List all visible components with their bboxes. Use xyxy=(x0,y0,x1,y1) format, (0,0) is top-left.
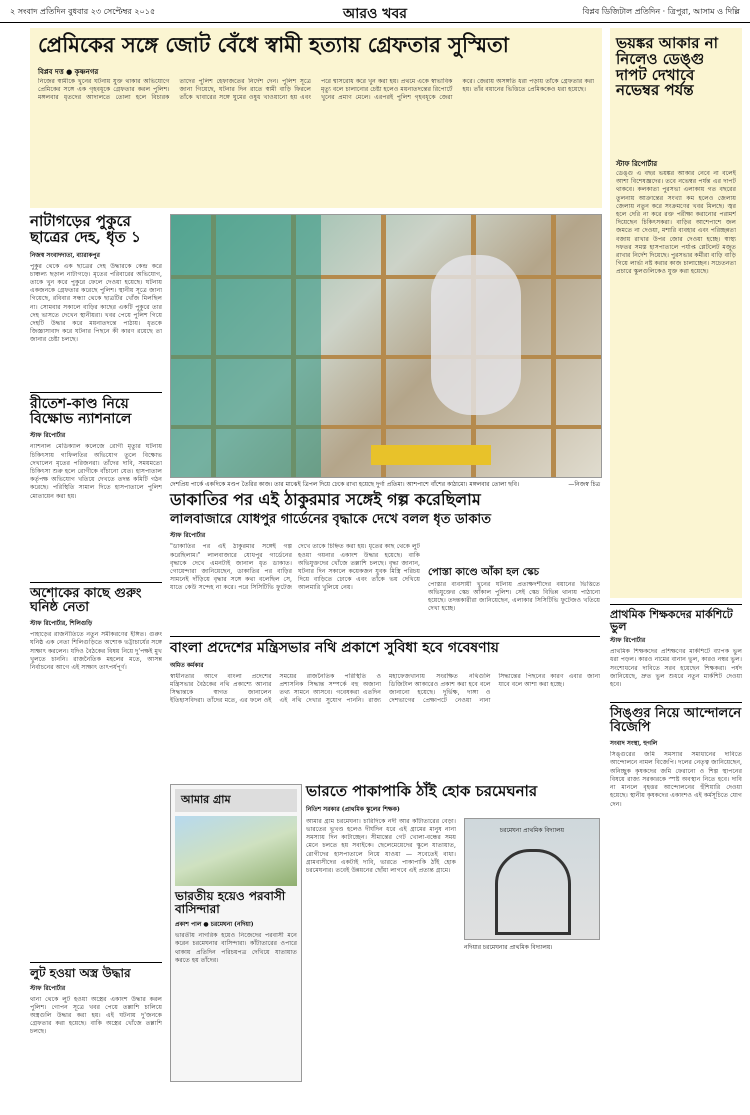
amar-gram-body: ভারতীয় নাগরিক হয়েও নিজেদের পরবাসী মনে করেন চরমেঘনার বাসিন্দারা। কাঁটাতারের ওপারে থাকায় প্রতিদিন পরিচয়পত্র দেখিয়ে যাতায়াত করতে হয় তাঁদের। xyxy=(175,932,297,964)
section-title: আরও খবর xyxy=(343,6,407,22)
singur-headline: সিঙ্গুর নিয়ে আন্দোলনে বিজেপি xyxy=(610,706,742,735)
amar-gram-label: আমার গ্রাম xyxy=(175,789,297,812)
dacoity-body: "ডাকাতির পর এই ঠাকুরমার সঙ্গেই গল্প করেছিলাম।" লালবাজারে যোধপুর গার্ডেনের বৃদ্ধাকে দেখে এমনটাই জানাল ধৃত ডাকাত। গোয়েন্দারা জানিয়েছেন, ডাকাতির পর বাড়ির সামনেই দাঁড়িয়ে বৃদ্ধার সঙ্গে কথা বলেছিল সে, যাতে কেউ সন্দেহ না করে। পরে সিসিটিভি ফুটেজ দেখে তাকে চিহ্নিত করা হয়। ধৃতের কাছ থেকে লুট হওয়া গয়নার একাংশ উদ্ধার হয়েছে। বাকি অভিযুক্তদের খোঁজে তল্লাশি চলছে। বৃদ্ধা জানান, ঘটনার দিন সকালে কয়েকজন যুবক মিস্ত্রি পরিচয় দিয়ে বাড়িতে ঢোকে এবং তাঁকে ভয় দেখিয়ে আলমারি খুলিয়ে নেয়। xyxy=(170,543,420,592)
teachers-story xyxy=(610,604,742,696)
ritesh-body: ন্যাশনাল মেডিক্যাল কলেজে রোগী মৃত্যুর ঘটনায় চিকিৎসায় গাফিলতির অভিযোগ তুলে বিক্ষোভ দেখালেন মৃতের পরিজনরা। তাঁদের দাবি, সময়মতো চিকিৎসা শুরু হলে রোগীকে বাঁচানো যেত। হাসপাতাল কর্তৃপক্ষ অভিযোগ খতিয়ে দেখতে তদন্ত কমিটি গঠন করেছে। পরিস্থিতি সামাল দিতে হাসপাতালে পুলিশ মোতায়েন করা হয়। xyxy=(30,443,162,500)
dacoity-headline: ডাকাতির পর এই ঠাকুরমার সঙ্গেই গল্প করেছিলাম xyxy=(170,490,481,509)
teachers-headline: প্রাথমিক শিক্ষকদের মার্কশিটে ভুল xyxy=(610,608,733,633)
lead-story xyxy=(30,28,602,208)
assembly-headline: বাংলা প্রদেশের মন্ত্রিসভার নথি প্রকাশে সুবিধা হবে গবেষণায় xyxy=(170,640,499,656)
photo-credit: —নিজস্ব চিত্র xyxy=(568,481,600,488)
singur-body: সিঙ্গুরের জমি সমস্যার সমাধানের দাবিতে আন্দোলনে নামল বিজেপি। দলের নেতৃত্ব জানিয়েছেন, অনিচ্ছুক কৃষকদের জমি ফেরানো ও শিল্প স্থাপনের বিষয়ে রাজ্য সরকারকে স্পষ্ট অবস্থান নিতে হবে। দাবি না মানলে বৃহত্তর আন্দোলনের হুঁশিয়ারি দেওয়া হয়েছে। স্থানীয় কৃষকদের একাংশও এই কর্মসূচিতে যোগ দেন। xyxy=(610,751,742,808)
ashok-headline: অশোকের কাছে গুরুং ঘনিষ্ঠ নেতা xyxy=(30,586,142,615)
dengue-body: ডেঙ্গু এ বছর ভয়ঙ্কর আকার নেবে না বলেই আশা বিশেষজ্ঞদের। তবে নভেম্বর পর্যন্ত এর দাপট থাকবে। কলকাতা পুরসভা এলাকায় গত বছরের তুলনায় আক্রান্তের সংখ্যা কম হলেও জেলায় জেলায় নতুন করে সংক্রমণের খবর মিলছে। জ্বর হলে দেরি না করে রক্ত পরীক্ষা করানোর পরামর্শ দিয়েছেন চিকিৎসকরা। বাড়ির আশেপাশে জল জমতে না দেওয়া, মশারি ব্যবহার এবং পরিচ্ছন্নতা বজায় রাখার উপর জোর দেওয়া হচ্ছে। স্বাস্থ্য দফতর সমস্ত হাসপাতালে পর্যাপ্ত প্লেটলেট মজুত রাখার নির্দেশ দিয়েছে। পুরসভার কর্মীরা বাড়ি বাড়ি গিয়ে লার্ভা নষ্ট করার কাজ চালাচ্ছেন। সচেতনতা প্রচারে স্কুলগুলিকেও যুক্ত করা হয়েছে। xyxy=(616,170,736,276)
ritesh-headline: রীতেশ-কাণ্ড নিয়ে বিক্ষোভ ন্যাশনালে xyxy=(30,396,132,427)
ashok-byline: স্টাফ রিপোর্টার, শিলিগুড়ি xyxy=(30,620,93,628)
page-number-date: ২ সংবাদ প্রতিদিন বুধবার ২৩ সেপ্টেম্বর ২০১৫ xyxy=(10,7,156,16)
weapons-body: থানা থেকে লুট হওয়া অস্ত্রের একাংশ উদ্ধার করল পুলিশ। গোপন সূত্রে খবর পেয়ে তল্লাশি চালিয়ে অস্ত্রগুলি উদ্ধার করা হয়। এই ঘটনায় দু'জনকে গ্রেফতার করা হয়েছে। বাকি অস্ত্রের খোঁজে তল্লাশি চলছে। xyxy=(30,995,162,1036)
ritesh-story xyxy=(30,392,162,578)
dengue-byline: স্টাফ রিপোর্টার xyxy=(616,159,658,168)
edition-info: বিপ্লব ডিজিটাল প্রতিদিন · ত্রিপুরা, আসাম ও দিল্লি xyxy=(582,7,740,16)
natagarh-body: পুকুর থেকে এক ছাত্রের দেহ উদ্ধারকে কেন্দ্র করে চাঞ্চল্য ছড়াল নাটাগড়ে। মৃতের পরিবারের অভিযোগ, তাকে খুন করে পুকুরে ফেলে দেওয়া হয়েছে। ঘটনায় একজনকে গ্রেফতার করেছে পুলিশ। স্থানীয় সূত্রে জানা গিয়েছে, রবিবার সন্ধ্যা থেকে ছাত্রটির খোঁজ মিলছিল না। সোমবার সকালে বাড়ির কাছের একটি পুকুরে তার দেহ ভাসতে দেখেন স্থানীয়রা। খবর পেয়ে পুলিশ গিয়ে দেহটি উদ্ধার করে ময়নাতদন্তে পাঠায়। ধৃতকে জিজ্ঞাসাবাদ করে ঘটনার পিছনে কী কারণ রয়েছে তা জানার চেষ্টা চলছে। xyxy=(30,262,162,344)
page-header xyxy=(0,0,750,23)
weapons-story xyxy=(30,962,162,1082)
posta-body: পোস্তার ব্যবসায়ী খুনের ঘটনায় প্রত্যক্ষদর্শীদের বয়ানের ভিত্তিতে অভিযুক্তের স্কেচ আঁকাল পুলিশ। সেই স্কেচ বিভিন্ন থানায় পাঠানো হয়েছে। তদন্তকারীরা জানিয়েছেন, এলাকার সিসিটিভি ফুটেজও খতিয়ে দেখা হচ্ছে। xyxy=(428,580,600,613)
amar-gram-headline: ভারতীয় হয়েও পরবাসী বাসিন্দারা xyxy=(175,889,286,916)
ashok-story xyxy=(30,582,162,702)
school-photo xyxy=(464,818,600,940)
lead-headline: প্রেমিকের সঙ্গে জোট বেঁধে স্বামী হত্যায় গ্রেফতার সুস্মিতা xyxy=(38,32,509,57)
village-photo xyxy=(175,816,297,886)
amar-gram-box xyxy=(170,784,302,1082)
singur-byline: সংবাদ সংস্থা, হুগলি xyxy=(610,740,658,748)
ritesh-byline: স্টাফ রিপোর্টার xyxy=(30,432,66,440)
lead-body: নিজের স্বামীকে খুনের ঘটনায় যুক্ত থাকার অভিযোগে প্রেমিকের সঙ্গে এক গৃহবধূকে গ্রেফতার করল পুলিশ। মঙ্গলবার ধৃতদের আদালতে তোলা হলে বিচারক তাদের পুলিশ হেফাজতের নির্দেশ দেন। পুলিশ সূত্রে জানা গিয়েছে, ঘটনার দিন রাতে স্বামী বাড়ি ফিরলে তাঁকে খাবারের সঙ্গে ঘুমের ওষুধ খাওয়ানো হয় এবং পরে শ্বাসরোধ করে খুন করা হয়। প্রথমে একে স্বাভাবিক মৃত্যু বলে চালানোর চেষ্টা হলেও ময়নাতদন্তের রিপোর্টে খুনের প্রমাণ মেলে। এরপরই পুলিশ গৃহবধূকে জেরা করে। জেরায় অসঙ্গতি ধরা পড়ায় তাঁকে গ্রেফতার করা হয়। তাঁর বয়ানের ভিত্তিতে প্রেমিককেও ধরা হয়েছে। xyxy=(38,78,594,102)
school-sign: চরমেঘনা প্রাথমিক বিদ্যালয় xyxy=(499,827,565,834)
meghnad-byline: নিতিশ সরকার (প্রাথমিক স্কুলের শিক্ষক) xyxy=(306,805,400,813)
singur-story xyxy=(610,702,742,1002)
dengue-headline: ভয়ঙ্কর আকার না নিলেও ডেঙ্গু দাপট দেখাবে নভেম্বর পর্যন্ত xyxy=(616,34,718,100)
assembly-story xyxy=(170,636,600,778)
amar-gram-byline: প্রকাশ পাল ● চরমেঘনা (নদিয়া) xyxy=(175,921,254,929)
assembly-byline: অমিত কর্মকার xyxy=(170,661,204,669)
posta-story xyxy=(428,568,600,630)
teachers-byline: স্টাফ রিপোর্টার xyxy=(610,637,646,645)
pandal-photo xyxy=(170,214,602,478)
natagarh-headline: নাটাগড়ের পুকুরে ছাত্রের দেহ, ধৃত ১ xyxy=(30,212,141,246)
meghnad-body: আমার গ্রাম চরমেঘনা। চারিদিকে নদী আর কাঁটাতারের বেড়া। ভারতের ভূখণ্ড হলেও দীর্ঘদিন ধরে এই গ্রামের মানুষ নানা সমস্যায় দিন কাটাচ্ছেন। সীমান্তের গেট খোলা-বন্ধের সময় মেনে চলতে হয় সবাইকে। ছেলেমেয়েদের স্কুলে যাতায়াত, রোগীদের হাসপাতালে নিয়ে যাওয়া — সবেতেই বাধা। গ্রামবাসীদের একটাই দাবি, ভারতে পাকাপাকি ঠাঁই হোক চরমেঘনার। তবেই উন্নয়নের ছোঁয়া লাগবে এই প্রত্যন্ত গ্রামে। xyxy=(306,817,456,874)
meghnad-headline: ভারতে পাকাপাকি ঠাঁই হোক চরমেঘনার xyxy=(306,782,538,800)
assembly-body: স্বাধীনতার আগে বাংলা প্রদেশের মন্ত্রিসভার বৈঠকের নথি প্রকাশ্যে আনার সিদ্ধান্তকে স্বাগত জানালেন ইতিহাসবিদরা। তাঁদের মতে, এর ফলে ওই সময়ের রাজনৈতিক পরিস্থিতি ও প্রশাসনিক সিদ্ধান্ত সম্পর্কে বহু অজানা তথ্য সামনে আসবে। গবেষকরা এতদিন এই নথি দেখার সুযোগ পাননি। রাজ্য মহাফেজখানায় সংরক্ষিত নথিগুলি ডিজিটাল আকারেও প্রকাশ করা হবে বলে জানানো হয়েছে। দুর্ভিক্ষ, দাঙ্গা ও দেশভাগের প্রেক্ষাপটে নেওয়া নানা সিদ্ধান্তের পিছনের কারণ এবার জানা যাবে বলে আশা করা হচ্ছে। xyxy=(170,672,600,705)
weapons-headline: লুট হওয়া অস্ত্র উদ্ধার xyxy=(30,966,131,980)
posta-headline: পোস্তা কাণ্ডে আঁকা হল স্কেচ xyxy=(428,567,540,578)
dengue-story xyxy=(610,28,742,598)
dacoity-subhead: লালবাজারে যোধপুর গার্ডেনের বৃদ্ধাকে দেখে বলল ধৃত ডাকাত xyxy=(170,511,491,527)
teachers-body: প্রাথমিক শিক্ষকদের প্রশিক্ষণের মার্কশিটে ব্যাপক ভুল ধরা পড়ল। কারও নামের বানান ভুল, কারও নম্বর ভুল। সংশোধনের দাবিতে সরব হয়েছেন শিক্ষকরা। পর্ষদ জানিয়েছে, দ্রুত ভুল শুধরে নতুন মার্কশিট দেওয়া হবে। xyxy=(610,648,742,688)
photo-caption: দেশপ্রিয় পার্কে একদিকে মণ্ডপ তৈরির কাজ। তার মাঝেই ত্রিপল দিয়ে ঢেকে রাখা হয়েছে দুর্গা প্রতিমা। আশপাশে বাঁশের কাঠামো। মঙ্গলবার তোলা ছবি। xyxy=(170,481,520,488)
weapons-byline: স্টাফ রিপোর্টার xyxy=(30,984,66,992)
dacoity-byline: স্টাফ রিপোর্টার xyxy=(170,532,206,540)
school-photo-caption: নদিয়ার চরমেঘনার প্রাথমিক বিদ্যালয়। xyxy=(464,944,553,951)
meghnad-story xyxy=(306,784,600,1080)
natagarh-story xyxy=(30,214,162,388)
ashok-body: পাহাড়ের রাজনীতিতে নতুন সমীকরণের ইঙ্গিত। গুরুং ঘনিষ্ঠ এক নেতা শিলিগুড়িতে অশোক ভট্টাচার্যের সঙ্গে সাক্ষাৎ করলেন। যদিও বৈঠকের বিষয় নিয়ে দু'পক্ষই মুখ খুলতে চাননি। রাজনৈতিক মহলের মতে, আসন্ন নির্বাচনের আগে এই সাক্ষাৎ তাৎপর্যপূর্ণ। xyxy=(30,631,162,672)
natagarh-byline: নিজস্ব সংবাদদাতা, ব্যারাকপুর xyxy=(30,251,100,259)
lead-byline: বিপ্লব দত্ত ● কৃষ্ণনগর xyxy=(38,67,99,76)
